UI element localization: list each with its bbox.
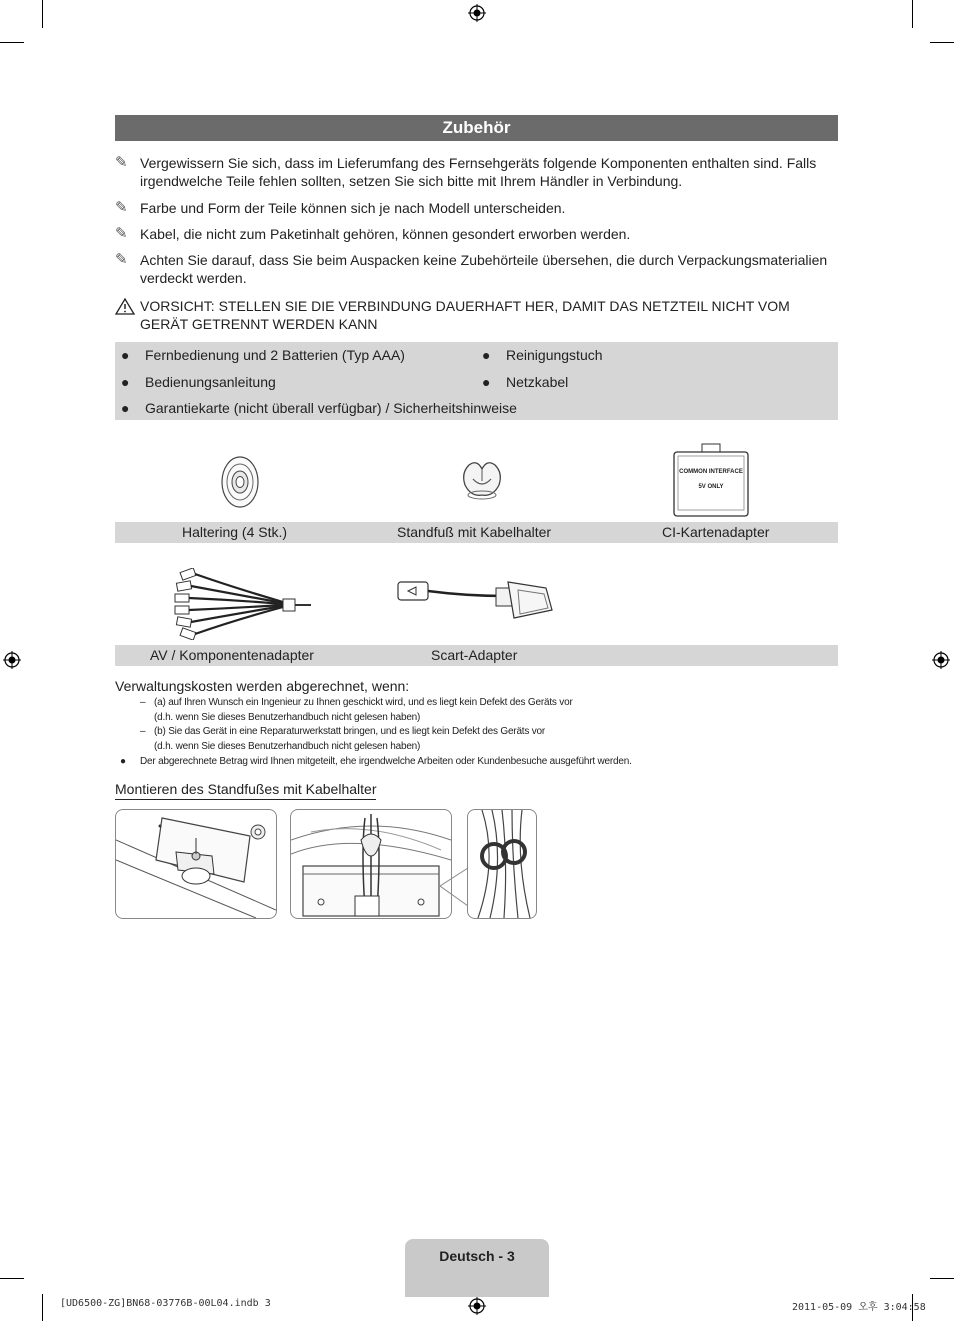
- av-component-adapter-image: [165, 568, 313, 640]
- ci-card-adapter-image: [672, 442, 750, 518]
- accessory-caption: AV / Komponentenadapter: [150, 647, 314, 663]
- stand-heading: Montieren des Standfußes mit Kabelhalter: [115, 780, 376, 800]
- note-text: Farbe und Form der Teile können sich je nach Modell unterscheiden.: [140, 200, 566, 216]
- crop-mark: [42, 1294, 43, 1321]
- bullet: ●: [482, 374, 491, 390]
- crop-mark: [930, 1278, 954, 1279]
- list-item-text: Fernbedienung und 2 Batterien (Typ AAA): [145, 347, 405, 363]
- registration-mark-icon: [932, 651, 950, 669]
- dash: –: [140, 726, 146, 737]
- stand-step-3-detail-image: [467, 809, 537, 919]
- note: [115, 199, 840, 217]
- crop-mark: [0, 1278, 24, 1279]
- registration-mark-icon: [3, 651, 21, 669]
- cost-item: (d.h. wenn Sie dieses Benutzerhandbuch nicht gelesen haben): [154, 741, 421, 752]
- footer-file-info: [UD6500-ZG]BN68-03776B-00L04.indb 3: [60, 1298, 271, 1309]
- accessory-caption: Scart-Adapter: [431, 647, 518, 663]
- costs-intro: Verwaltungskosten werden abgerechnet, wenn:: [115, 678, 410, 694]
- bullet: ●: [121, 347, 130, 363]
- crop-mark: [0, 42, 24, 43]
- footer-timestamp: 2011-05-09 오후 3:04:58: [792, 1302, 926, 1313]
- ci-card-label: COMMON INTERFACE: [679, 469, 743, 475]
- dash: –: [140, 697, 146, 708]
- stand-step-1-image: [115, 809, 277, 919]
- warning-triangle-icon: [115, 298, 135, 315]
- pencil-note-icon: ✎: [115, 251, 128, 268]
- crop-mark: [42, 0, 43, 28]
- bullet: ●: [482, 347, 491, 363]
- pencil-note-icon: ✎: [115, 199, 128, 216]
- crop-mark: [930, 42, 954, 43]
- cost-item: (d.h. wenn Sie dieses Benutzerhandbuch nicht gelesen haben): [154, 712, 421, 723]
- caution-note: [115, 297, 840, 333]
- list-item-text: Netzkabel: [506, 374, 569, 390]
- detail-pointer-lines: [440, 860, 470, 910]
- section-header: [115, 115, 838, 141]
- contents-list: [115, 342, 838, 420]
- bullet: ●: [121, 374, 130, 390]
- note-text: Kabel, die nicht zum Paketinhalt gehören, können gesondert erworben werden.: [140, 226, 631, 242]
- note-text: Achten Sie darauf, dass Sie beim Auspacken keine Zubehörteile übersehen, die durch Verpackungsmaterialien verdeckt werden.: [140, 252, 828, 286]
- cost-item: (b) Sie das Gerät in eine Reparaturwerkstatt bringen, und es liegt kein Defekt des Geräts vor: [154, 726, 546, 737]
- pencil-note-icon: ✎: [115, 154, 128, 171]
- registration-mark-icon: [468, 1297, 486, 1315]
- caution-text: VORSICHT: STELLEN SIE DIE VERBINDUNG DAUERHAFT HER, DAMIT DAS NETZTEIL NICHT VOM GERÄT GETRENNT WERDEN KANN: [140, 298, 790, 332]
- accessory-caption: CI-Kartenadapter: [662, 524, 770, 540]
- stand-step-2-image: [290, 809, 452, 919]
- caption-bar: [115, 645, 838, 666]
- note: [115, 154, 840, 190]
- accessory-caption: Standfuß mit Kabelhalter: [397, 524, 552, 540]
- list-item-text: Garantiekarte (nicht überall verfügbar) / Sicherheitshinweise: [145, 400, 517, 416]
- bullet: ●: [120, 756, 126, 767]
- list-item-text: Reinigungstuch: [506, 347, 603, 363]
- scart-adapter-image: [396, 574, 556, 622]
- registration-mark-icon: [468, 4, 486, 22]
- section-title: Zubehör: [442, 118, 511, 137]
- note-text: Vergewissern Sie sich, dass im Lieferumfang des Fernsehgeräts folgende Komponenten enthalten sind. Falls irgendwelche Teile fehlen sollten, setzen Sie sich bitte mit Ihrem Händler in Verbindung.: [140, 155, 817, 189]
- stand-cable-holder-image: [457, 455, 507, 503]
- crop-mark: [912, 0, 913, 28]
- note: [115, 225, 840, 243]
- cost-note: Der abgerechnete Betrag wird Ihnen mitgeteilt, ehe irgendwelche Arbeiten oder Kundenbesuche ausgeführt werden.: [140, 756, 632, 767]
- pencil-note-icon: ✎: [115, 225, 128, 242]
- page-label: Deutsch - 3: [439, 1248, 515, 1264]
- holder-ring-image: [218, 454, 262, 510]
- list-item-text: Bedienungsanleitung: [145, 374, 276, 390]
- page-number-tab: [405, 1239, 549, 1297]
- caption-bar: [115, 522, 838, 543]
- note: [115, 251, 840, 287]
- accessory-caption: Haltering (4 Stk.): [182, 524, 288, 540]
- cost-item: (a) auf Ihren Wunsch ein Ingenieur zu Ihnen geschickt wird, und es liegt kein Defekt des Geräts vor: [154, 697, 573, 708]
- bullet: ●: [121, 400, 130, 416]
- ci-card-label: 5V ONLY: [698, 484, 724, 490]
